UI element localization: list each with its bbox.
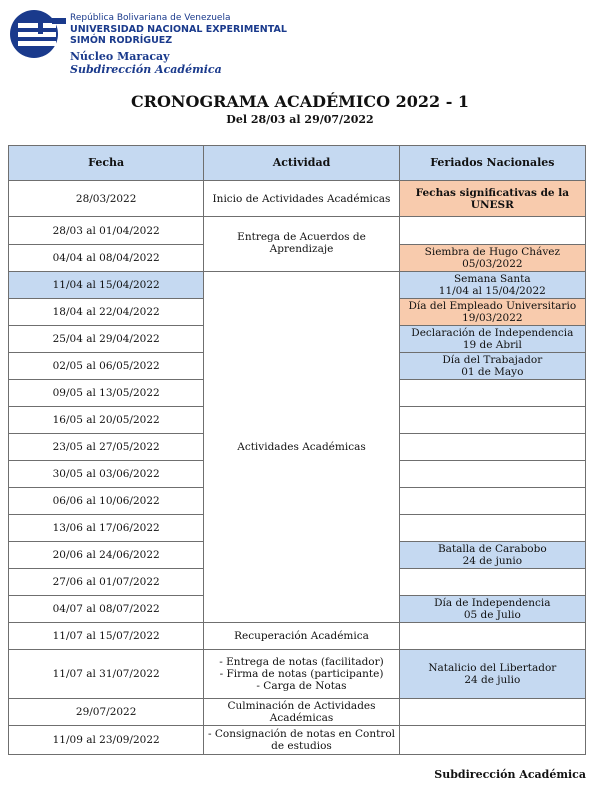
date-cell: 04/04 al 08/04/2022 bbox=[9, 245, 204, 272]
page-subtitle: Del 28/03 al 29/07/2022 bbox=[226, 113, 374, 126]
table-row bbox=[9, 272, 586, 299]
holiday-cell bbox=[399, 380, 585, 407]
column-header-fecha: Fecha bbox=[9, 146, 204, 181]
holiday-cell bbox=[399, 407, 585, 434]
holiday-date: 19/03/2022 bbox=[462, 312, 523, 324]
nucleo-name: Núcleo Maracay bbox=[70, 50, 170, 63]
holiday-name: Siembra de Hugo Chávez bbox=[424, 246, 561, 258]
date-cell: 16/05 al 20/05/2022 bbox=[9, 407, 204, 434]
activity-cell: Inicio de Actividades Académicas bbox=[204, 181, 399, 217]
holiday-date: 24 de junio bbox=[462, 555, 523, 567]
holiday-cell bbox=[399, 569, 585, 596]
date-cell: 11/09 al 23/09/2022 bbox=[9, 726, 204, 755]
holiday-cell bbox=[399, 434, 585, 461]
holiday-cell bbox=[399, 217, 585, 245]
date-cell: 11/07 al 31/07/2022 bbox=[9, 650, 204, 699]
holiday-name: Día del Empleado Universitario bbox=[408, 300, 577, 312]
activity-cell: Entrega de Acuerdos de Aprendizaje bbox=[204, 217, 399, 272]
holiday-name: Declaración de Independencia bbox=[411, 327, 574, 339]
subdireccion-name: Subdirección Académica bbox=[70, 63, 222, 76]
holiday-cell bbox=[399, 542, 585, 569]
holiday-cell bbox=[399, 272, 585, 299]
holiday-name: Natalicio del Libertador bbox=[428, 662, 557, 674]
holiday-cell: Fechas significativas de la UNESR bbox=[399, 181, 585, 217]
holiday-cell bbox=[399, 515, 585, 542]
holiday-cell bbox=[399, 299, 585, 326]
activity-line: - Firma de notas (participante) bbox=[219, 668, 384, 680]
holiday-date: 11/04 al 15/04/2022 bbox=[438, 285, 546, 297]
university-name: UNIVERSIDAD NACIONAL EXPERIMENTAL bbox=[70, 24, 287, 35]
date-cell: 20/06 al 24/06/2022 bbox=[9, 542, 204, 569]
holiday-cell bbox=[399, 699, 585, 726]
table-row bbox=[9, 699, 586, 726]
table-row bbox=[9, 726, 586, 755]
holiday-date: 24 de julio bbox=[464, 674, 521, 686]
holiday-date: 05 de Julio bbox=[463, 609, 521, 621]
date-cell: 06/06 al 10/06/2022 bbox=[9, 488, 204, 515]
republic-name: República Bolivariana de Venezuela bbox=[70, 13, 231, 23]
footer-signature: Subdirección Académica bbox=[434, 768, 586, 781]
date-cell: 13/06 al 17/06/2022 bbox=[9, 515, 204, 542]
holiday-cell bbox=[399, 596, 585, 623]
date-cell: 30/05 al 03/06/2022 bbox=[9, 461, 204, 488]
holiday-cell bbox=[399, 326, 585, 353]
institution-header bbox=[8, 8, 308, 78]
holiday-cell bbox=[399, 488, 585, 515]
holiday-cell bbox=[399, 650, 585, 699]
university-name-2: SIMÓN RODRÍGUEZ bbox=[70, 35, 173, 46]
holiday-date: 01 de Mayo bbox=[461, 366, 524, 378]
column-header-feriados: Feriados Nacionales bbox=[399, 146, 585, 181]
activity-cell: Culminación de Actividades Académicas bbox=[204, 699, 399, 726]
table-row bbox=[9, 650, 586, 699]
table-row bbox=[9, 623, 586, 650]
date-cell: 18/04 al 22/04/2022 bbox=[9, 299, 204, 326]
activity-line: - Carga de Notas bbox=[256, 680, 347, 692]
date-cell: 25/04 al 29/04/2022 bbox=[9, 326, 204, 353]
holiday-cell bbox=[399, 623, 585, 650]
schedule-table bbox=[8, 145, 586, 755]
unesr-logo bbox=[8, 8, 66, 60]
page-title: CRONOGRAMA ACADÉMICO 2022 - 1 bbox=[130, 92, 470, 111]
activity-line: - Entrega de notas (facilitador) bbox=[219, 656, 384, 668]
holiday-name: Día de Independencia bbox=[434, 597, 551, 609]
date-cell: 11/04 al 15/04/2022 bbox=[9, 272, 204, 299]
activity-cell: Actividades Académicas bbox=[204, 272, 399, 623]
table-header-row bbox=[9, 146, 586, 181]
date-cell: 28/03 al 01/04/2022 bbox=[9, 217, 204, 245]
holiday-cell bbox=[399, 353, 585, 380]
table-row bbox=[9, 181, 586, 217]
holiday-cell bbox=[399, 726, 585, 755]
date-cell: 02/05 al 06/05/2022 bbox=[9, 353, 204, 380]
date-cell: 23/05 al 27/05/2022 bbox=[9, 434, 204, 461]
activity-cell: - Consignación de notas en Control de estudios bbox=[204, 726, 399, 755]
date-cell: 09/05 al 13/05/2022 bbox=[9, 380, 204, 407]
date-cell: 29/07/2022 bbox=[9, 699, 204, 726]
holiday-name: Día del Trabajador bbox=[442, 354, 543, 366]
holiday-date: 05/03/2022 bbox=[462, 258, 523, 270]
date-cell: 11/07 al 15/07/2022 bbox=[9, 623, 204, 650]
date-cell: 04/07 al 08/07/2022 bbox=[9, 596, 204, 623]
column-header-actividad: Actividad bbox=[204, 146, 399, 181]
holiday-name: Semana Santa bbox=[453, 273, 531, 285]
holiday-cell bbox=[399, 461, 585, 488]
table-row bbox=[9, 217, 586, 245]
holiday-date: 19 de Abril bbox=[462, 339, 522, 351]
holiday-name: Batalla de Carabobo bbox=[437, 543, 547, 555]
date-cell: 28/03/2022 bbox=[9, 181, 204, 217]
date-cell: 27/06 al 01/07/2022 bbox=[9, 569, 204, 596]
holiday-cell bbox=[399, 245, 585, 272]
activity-cell bbox=[204, 650, 399, 699]
activity-cell: Recuperación Académica bbox=[204, 623, 399, 650]
